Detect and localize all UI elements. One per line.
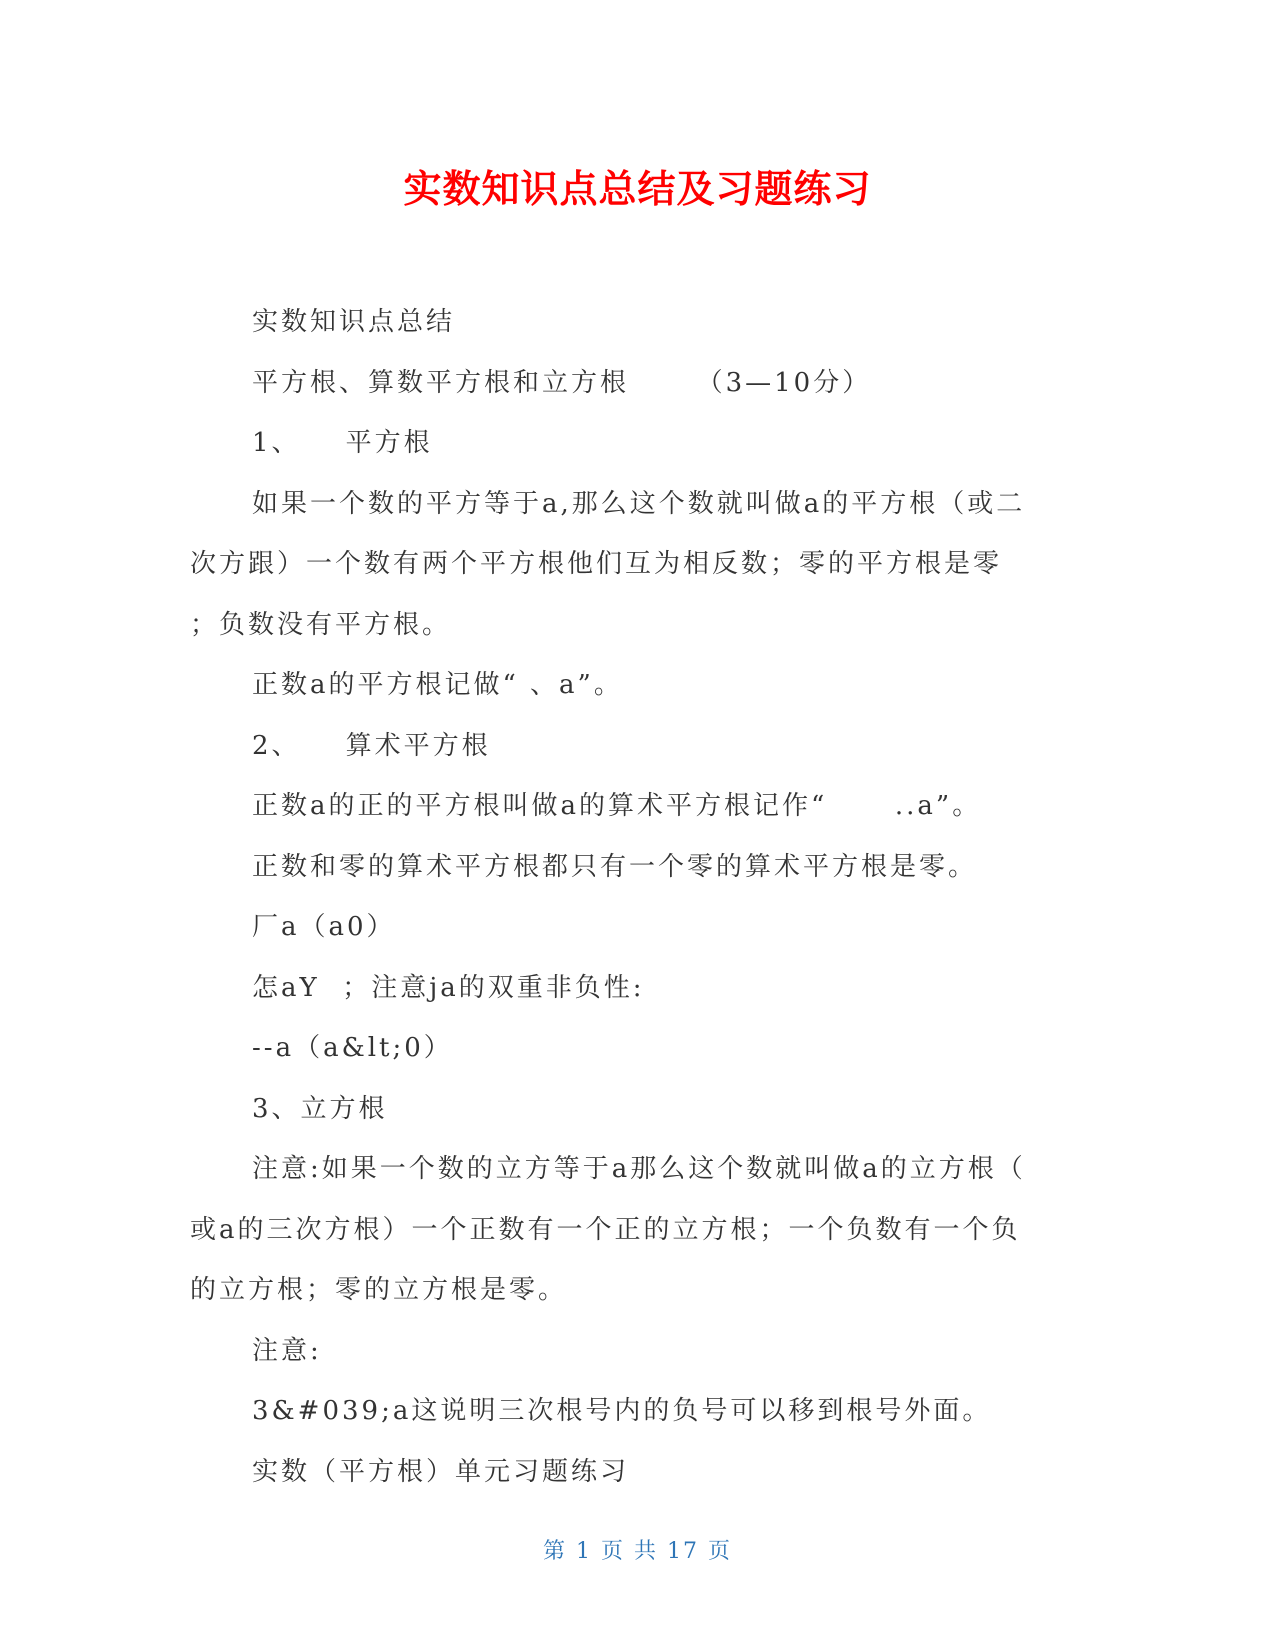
body-line: 平方根、算数平方根和立方根 （3—10分） bbox=[252, 367, 872, 398]
body-line: 或a的三次方根）一个正数有一个正的立方根；一个负数有一个负 bbox=[190, 1214, 1021, 1245]
body-line: 注意: bbox=[252, 1335, 322, 1366]
body-line: 实数知识点总结 bbox=[252, 307, 456, 337]
body-line: 1、 平方根 bbox=[252, 428, 433, 458]
body-line: 2、 算术平方根 bbox=[252, 730, 491, 761]
page-footer: 第 1 页 共 17 页 bbox=[543, 1539, 732, 1564]
body-line: 正数a的正的平方根叫做a的算术平方根记作“ ..a”。 bbox=[252, 791, 982, 821]
body-line: --a（a&lt;0） bbox=[252, 1033, 453, 1063]
body-line: ；负数没有平方根。 bbox=[190, 609, 452, 640]
body-line: 正数和零的算术平方根都只有一个零的算术平方根是零。 bbox=[252, 851, 978, 882]
body-line: 次方跟）一个数有两个平方根他们互为相反数；零的平方根是零 bbox=[190, 549, 1003, 579]
body-line: 3、立方根 bbox=[252, 1093, 388, 1124]
body-line: 怎aY ；注意ja的双重非负性: bbox=[252, 972, 645, 1003]
body-line: 厂a（a0） bbox=[252, 912, 396, 942]
document-body bbox=[190, 292, 1090, 1502]
document-title: 实数知识点总结及习题练习 bbox=[403, 167, 872, 211]
body-line: 的立方根；零的立方根是零。 bbox=[190, 1275, 568, 1305]
body-line: 实数（平方根）单元习题练习 bbox=[252, 1456, 630, 1487]
body-line: 3&#039;a这说明三次根号内的负号可以移到根号外面。 bbox=[252, 1396, 992, 1426]
body-line: 如果一个数的平方等于a,那么这个数就叫做a的平方根（或二 bbox=[252, 488, 1026, 519]
body-line: 注意:如果一个数的立方等于a那么这个数就叫做a的立方根（ bbox=[252, 1154, 1026, 1184]
body-line: 正数a的平方根记做“ 、a”。 bbox=[252, 670, 623, 700]
